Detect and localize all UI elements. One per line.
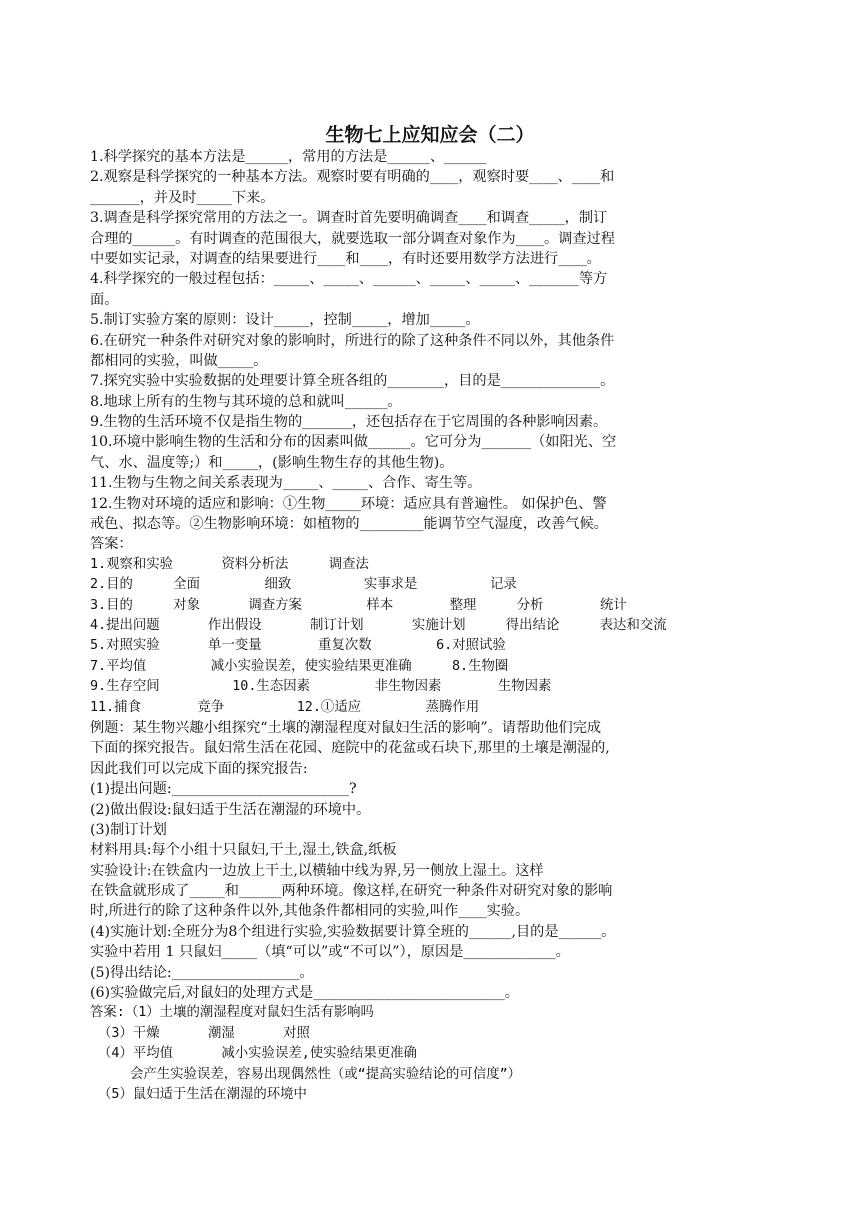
text-line: 下面的探究报告。鼠妇常生活在花园、庭院中的花盆或石块下,那里的土壤是潮湿的, [90,740,610,757]
text-line: 8.地球上所有的生物与其环境的总和就叫______。 [90,393,402,410]
text-line: 实验中若用 1 只鼠妇_____（填“可以”或“不可以”），原因是_____________。 [90,944,570,961]
answer-line: 9.生存空间 10.生态因素 非生物因素 生物因素 [90,679,552,695]
text-line: (1)提出问题:_________________________? [90,781,357,798]
answer-line: 5.对照实验 单一变量 重复次数 6.对照试验 [90,638,506,654]
answer-line: 2.目的 全面 细致 实事求是 记录 [90,577,517,593]
page-title: 生物七上应知应会（二） [325,124,535,146]
text-line: 面。 [90,291,119,308]
text-line: 12.生物对环境的适应和影响：①生物_____环境：适应具有普遍性。 如保护色、警 [90,495,607,512]
answer-line: 4.提出问题 作出假设 制订计划 实施计划 得出结论 表达和交流 [90,617,667,633]
text-line: 11.生物与生物之间关系表现为_____、_____、合作、寄生等。 [90,475,482,492]
text-line: 在铁盒就形成了_____和______两种环境。像这样,在研究一种条件对研究对象的影响 [90,883,613,900]
text-line: 例题：某生物兴趣小组探究“土壤的潮湿程度对鼠妇生活的影响”。请帮助他们完成 [90,719,602,736]
answer-line: （5）鼠妇适于生活在潮湿的环境中 [98,1086,307,1102]
text-line: 戒色、拟态等。②生物影响环境：如植物的_________能调节空气湿度，改善气候。 [90,516,608,533]
answer-line: 答案:（1）土壤的潮湿程度对鼠妇生活有影响吗 [90,1005,374,1021]
text-line: (5)得出结论:__________________。 [90,964,314,981]
text-line: 10.环境中影响生物的生活和分布的因素叫做______。它可分为_______（如阳光、空 [90,434,617,451]
answer-line: 1.观察和实验 资料分析法 调查法 [90,556,369,572]
text-line: 气、水、温度等;）和_____，(影响生物生存的其他生物)。 [90,454,454,471]
answer-line: 11.捕食 竞争 12.①适应 蒸腾作用 [90,699,480,715]
text-line: 2.观察是科学探究的一种基本方法。观察时要有明确的____，观察时要____、____和 [90,169,615,186]
text-line: 3.调查是科学探究常用的方法之一。调查时首先要明确调查____和调查_____，制订 [90,210,608,227]
text-line: _______，并及时_____下来。 [90,189,275,206]
text-line: 5.制订实验方案的原则：设计_____，控制_____，增加_____。 [90,312,480,329]
text-line: (6)实验做完后,对鼠妇的处理方式是___________________________。 [90,985,519,1002]
text-line: 9.生物的生活环境不仅是指生物的_______，还包括存在于它周围的各种影响因素。 [90,414,608,431]
answer-line: 3.目的 对象 调查方案 样本 整理 分析 统计 [90,597,627,613]
text-line: 6.在研究一种条件对研究对象的影响时，所进行的除了这种条件不同以外，其他条件 [90,332,615,349]
text-line: 实验设计:在铁盒内一边放上干土,以横轴中线为界,另一侧放上湿土。这样 [90,862,544,879]
text-line: 合理的______。有时调查的范围很大，就要选取一部分调查对象作为____。调查过程 [90,230,615,247]
text-line: 7.探究实验中实验数据的处理要计算全班各组的________，目的是______________。 [90,373,615,390]
answer-line: （3）干燥 潮湿 对照 [98,1025,310,1041]
text-line: (2)做出假设:鼠妇适于生活在潮湿的环境中。 [90,801,371,818]
answer-line: （4）平均值 减小实验误差,使实验结果更准确 [98,1046,417,1062]
text-line: 因此我们可以完成下面的探究报告: [90,760,308,777]
text-line: 时,所进行的除了这种条件以外,其他条件都相同的实验,叫作____实验。 [90,903,530,920]
answer-line: 会产生实验误差，容易出现偶然性（或“提高实验结论的可信度”） [130,1066,522,1082]
text-line: (4)实施计划:全班分为8个组进行实验,实验数据要计算全班的______,目的是______。 [90,923,616,940]
text-line: 中要如实记录，对调查的结果要进行____和____，有时还要用数学方法进行____。 [90,250,601,267]
text-line: 1.科学探究的基本方法是______，常用的方法是______、______ [90,149,487,165]
text-line: 4.科学探究的一般过程包括：_____、_____、______、_____、_____、_______等方 [90,271,608,288]
answer-line: 7.平均值 减小实验误差，使实验结果更准确 8.生物圈 [90,658,509,674]
text-line: 都相同的实验，叫做_____。 [90,352,268,369]
document-body [90,147,750,1105]
answer-heading: 答案： [90,536,133,553]
text-line: (3)制订计划 [90,821,167,838]
text-line: 材料用具:每个小组十只鼠妇,干土,湿土,铁盒,纸板 [90,842,397,859]
